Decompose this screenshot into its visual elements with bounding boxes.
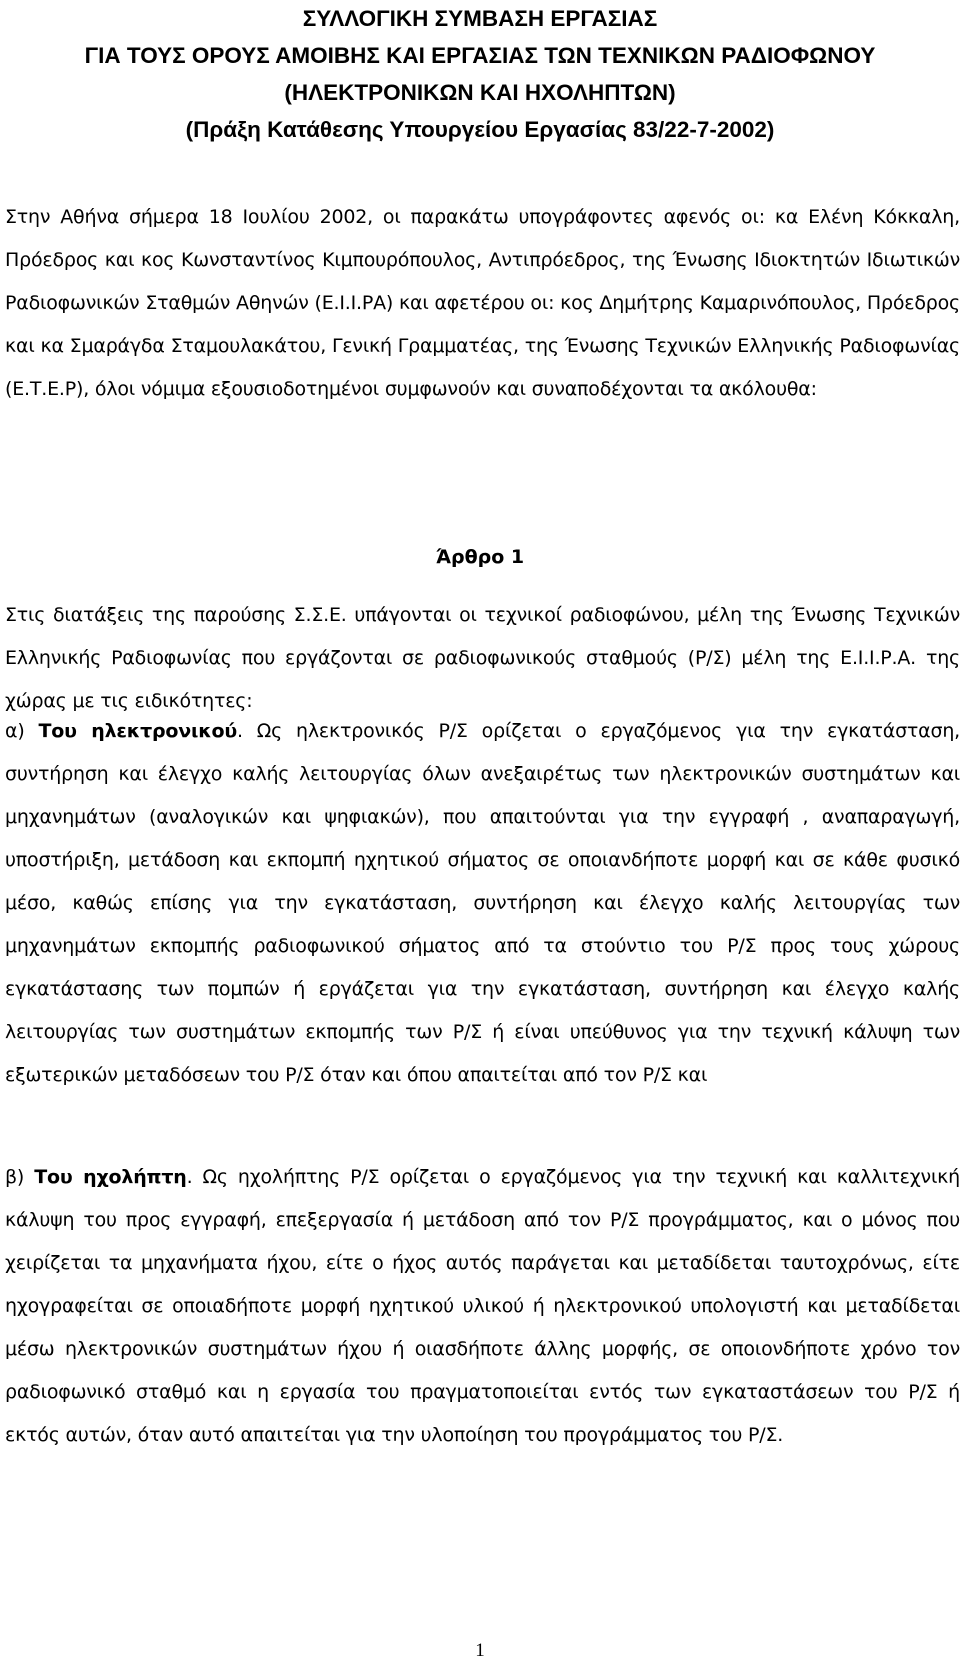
header-title: ΣΥΛΛΟΓΙΚΗ ΣΥΜΒΑΣΗ ΕΡΓΑΣΙΑΣ (302, 6, 658, 31)
specialty-b-paragraph (5, 1156, 960, 1457)
intro-paragraph: Στην Αθήνα σήμερα 18 Ιουλίου 2002, οι παρακάτω υπογράφοντες αφενός οι: κα Ελένη Κόκκαλη, Πρόεδρος και κος Κωνσταντίνος Κιμπουρόπουλος, Αντιπρόεδρος, της Ένωσης Ιδιοκτητών Ιδιωτικών Ραδιοφωνικών Σταθμών Αθηνών (Ε.Ι.Ι.ΡΑ) και αφετέρου οι: κος Δημήτρης Καμαρινόπουλος, Πρόεδρος και κα Σμαράγδα Σταμουλακάτου, Γενική Γραμματέας, της Ένωσης Τεχνικών Ελληνικής Ραδιοφωνίας (Ε.Τ.Ε.Ρ), όλοι νόμιμα εξουσιοδοτημένοι συμφωνούν και συναποδέχονται τα ακόλουθα: (5, 206, 960, 400)
page-number: 1 (475, 1640, 485, 1661)
document-header (0, 0, 960, 148)
specialty-b-prefix: β) (5, 1166, 25, 1188)
header-deposit-act: (Πράξη Κατάθεσης Υπουργείου Εργασίας 83/22-7-2002) (185, 117, 775, 142)
specialty-b-label: Του ηχολήπτη (34, 1166, 187, 1188)
specialty-a-text: . Ως ηλεκτρονικός Ρ/Σ ορίζεται ο εργαζόμενος για την εγκατάσταση, συντήρηση και έλεγχο καλής λειτουργίας όλων ανεξαιρέτως των ηλεκτρονικών συστημάτων και μηχανημάτων (αναλογικών και ψηφιακών), που απαιτούνται για την εγγραφή , αναπαραγωγή, υποστήριξη, μετάδοση και εκπομπή ηχητικού σήματος σε οποιανδήποτε μορφή και σε κάθε φυσικό μέσο, καθώς επίσης για την εγκατάσταση, συντήρηση και έλεγχο καλής λειτουργίας των μηχανημάτων εκπομπής ραδιοφωνικού σήματος από τα στούντιο του Ρ/Σ προς τους χώρους εγκατάστασης των πομπών ή εργάζεται για την εγκατάσταση, συντήρηση και έλεγχο καλής λειτουργίας των συστημάτων εκπομπής των Ρ/Σ ή είναι υπεύθυνος για την τεχνική κάλυψη των εξωτερικών μεταδόσεων του Ρ/Σ όταν και όπου απαιτείται από τον Ρ/Σ και (5, 720, 960, 1086)
specialty-a-paragraph (5, 710, 960, 1097)
header-specialties: (ΗΛΕΚΤΡΟΝΙΚΩΝ ΚΑΙ ΗΧΟΛΗΠΤΩΝ) (284, 80, 676, 105)
specialty-a-prefix: α) (5, 720, 25, 742)
specialty-a-label: Του ηλεκτρονικού (38, 720, 238, 742)
article-intro-paragraph: Στις διατάξεις της παρούσης Σ.Σ.Ε. υπάγονται οι τεχνικοί ραδιοφώνου, μέλη της Ένωσης Τεχνικών Ελληνικής Ραδιοφωνίας που εργάζονται σε ραδιοφωνικούς σταθμούς (Ρ/Σ) μέλη της Ε.Ι.Ι.Ρ.Α. της χώρας με τις ειδικότητες: (5, 604, 960, 712)
header-subtitle: ΓΙΑ ΤΟΥΣ ΟΡΟΥΣ ΑΜΟΙΒΗΣ ΚΑΙ ΕΡΓΑΣΙΑΣ ΤΩΝ ΤΕΧΝΙΚΩΝ ΡΑΔΙΟΦΩΝΟΥ (84, 43, 876, 68)
article-title: Άρθρο 1 (435, 546, 525, 568)
specialty-b-text: . Ως ηχολήπτης Ρ/Σ ορίζεται ο εργαζόμενος για την τεχνική και καλλιτεχνική κάλυψη του προς εγγραφή, επεξεργασία ή μετάδοση από τον Ρ/Σ προγράμματος, και ο μόνος που χειρίζεται τα μηχανήματα ήχου, είτε ο ήχος αυτός παράγεται και μεταδίδεται ταυτοχρόνως, είτε ηχογραφείται σε οποιαδήποτε μορφή ηχητικού υλικού ή ηλεκτρονικού υπολογιστή και μεταδίδεται μέσω ηλεκτρονικών συστημάτων ήχου ή οιασδήποτε άλλης μορφής, σε οποιονδήποτε χρόνο τον ραδιοφωνικό σταθμό και η εργασία του πραγματοποιείται εντός των εγκαταστάσεων του Ρ/Σ ή εκτός αυτών, όταν αυτό απαιτείται για την υλοποίηση του προγράμματος του Ρ/Σ. (5, 1166, 960, 1446)
